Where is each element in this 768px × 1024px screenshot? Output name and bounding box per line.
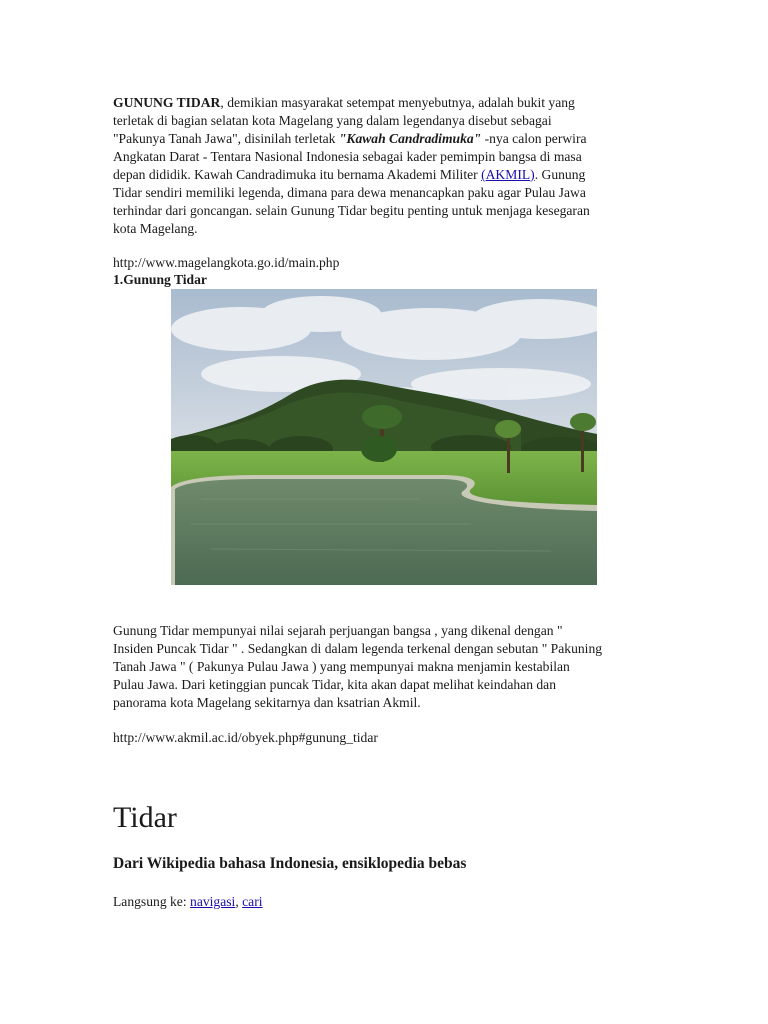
search-link[interactable]: cari xyxy=(242,894,263,909)
intro-line-3: "Pakunya Tanah Jawa", disinilah terletak "Kawah Candradimuka" -nya calon perwira xyxy=(113,131,587,146)
intro-paragraph xyxy=(113,94,673,238)
section-heading: 1.Gunung Tidar xyxy=(113,272,207,287)
wiki-article-title: Tidar xyxy=(113,801,177,834)
kawah-candradimuka-term: "Kawah Candradimuka" xyxy=(338,131,482,146)
wiki-subtitle: Dari Wikipedia bahasa Indonesia, ensiklopedia bebas xyxy=(113,855,467,872)
intro-line-8: kota Magelang. xyxy=(113,221,198,236)
jump-to-links: Langsung ke: navigasi, cari xyxy=(113,894,263,909)
intro-line-5: depan dididik. Kawah Candradimuka itu bernama Akademi Militer (AKMIL). Gunung xyxy=(113,167,586,182)
akmil-link[interactable]: (AKMIL) xyxy=(481,167,535,182)
intro-line-2: terletak di bagian selatan kota Magelang yang dalam legendanya disebut sebagai xyxy=(113,113,552,128)
intro-line-7: terhindar dari goncangan. selain Gunung Tidar begitu penting untuk menjaga kesegaran xyxy=(113,203,590,218)
source-url-1: http://www.magelangkota.go.id/main.php xyxy=(113,255,340,270)
navigation-link[interactable]: navigasi xyxy=(190,894,236,909)
intro-line-6: Tidar sendiri memiliki legenda, dimana para dewa menancapkan paku agar Pulau Jawa xyxy=(113,185,586,200)
intro-line-1: GUNUNG TIDAR, demikian masyarakat setempat menyebutnya, adalah bukit yang xyxy=(113,95,575,110)
description-line-5: panorama kota Magelang sekitarnya dan ksatrian Akmil. xyxy=(113,695,421,710)
description-line-1: Gunung Tidar mempunyai nilai sejarah perjuangan bangsa , yang dikenal dengan " xyxy=(113,623,563,638)
intro-line-4: Angkatan Darat - Tentara Nasional Indonesia sebagai kader pemimpin bangsa di masa xyxy=(113,149,582,164)
gunung-tidar-term: GUNUNG TIDAR xyxy=(113,95,221,110)
description-line-3: Tanah Jawa " ( Pakunya Pulau Jawa ) yang mempunyai makna menjamin kestabilan xyxy=(113,659,570,674)
source-url-2: http://www.akmil.ac.id/obyek.php#gunung_tidar xyxy=(113,730,378,745)
description-line-2: Insiden Puncak Tidar " . Sedangkan di dalam legenda terkenal dengan sebutan " Pakuning xyxy=(113,641,603,656)
gunung-tidar-photo xyxy=(171,289,597,585)
description-line-4: Pulau Jawa. Dari ketinggian puncak Tidar, kita akan dapat melihat keindahan dan xyxy=(113,677,557,692)
description-paragraph xyxy=(113,622,673,712)
jump-label: Langsung ke: xyxy=(113,894,191,909)
